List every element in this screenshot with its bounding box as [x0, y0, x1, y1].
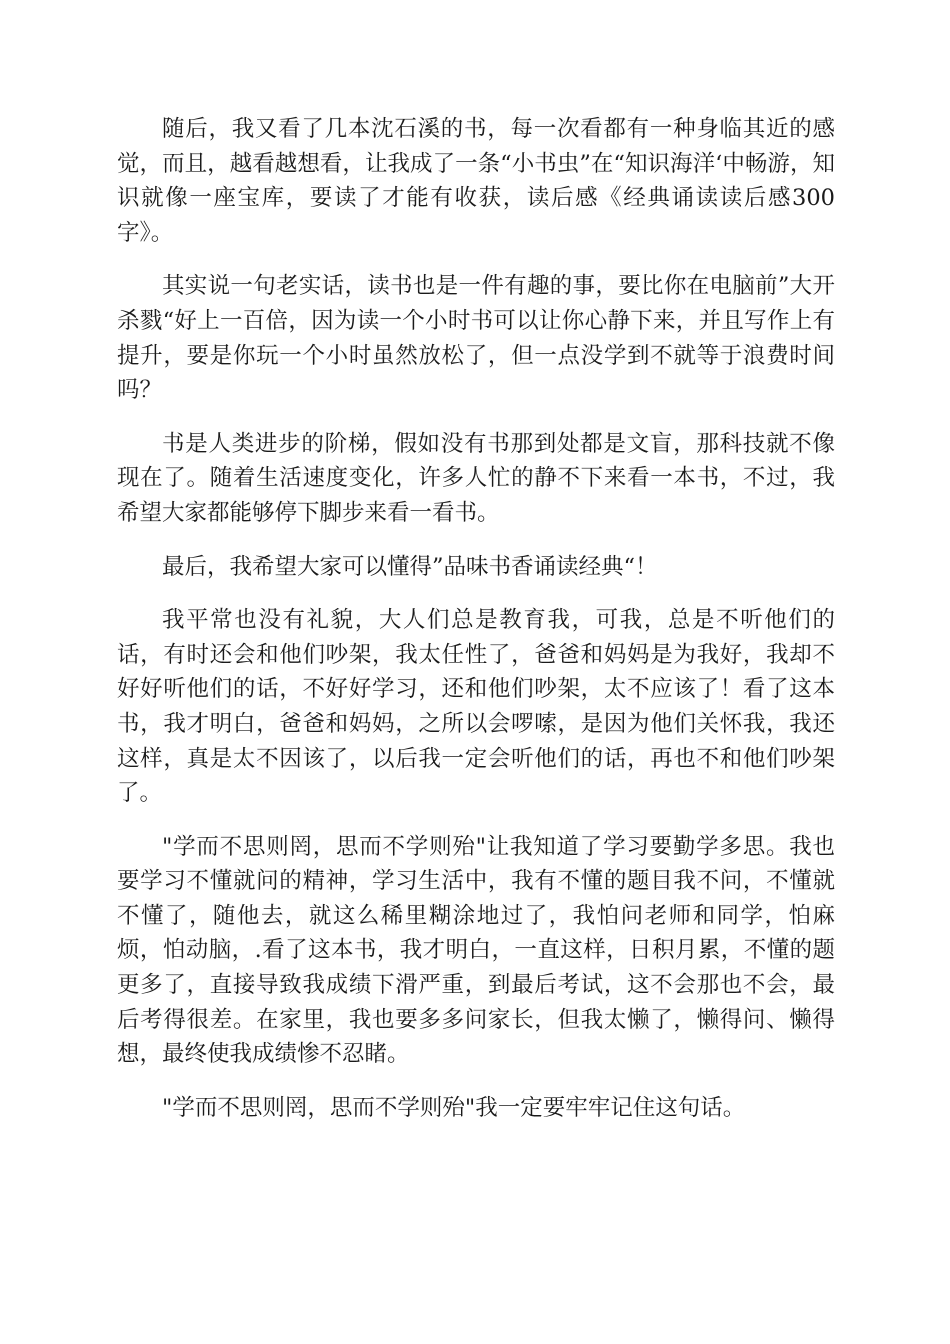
paragraph-7: "学而不思则罔，思而不学则殆"我一定要牢牢记住这句话。 [162, 1094, 746, 1121]
paragraph-4: 最后，我希望大家可以懂得”品味书香诵读经典“！ [162, 553, 658, 580]
paragraph-3: 书是人类进步的阶梯，假如没有书那到处都是文盲，那科技就不像现在了。随着生活速度变化，许多人忙的静不下来看一本书，不过，我希望大家都能够停下脚步来看一看书。 [117, 430, 835, 526]
paragraph-6: "学而不思则罔，思而不学则殆"让我知道了学习要勤学多思。我也要学习不懂就问的精神，学习生活中，我有不懂的题目我不问，不懂就不懂了，随他去，就这么稀里糊涂地过了，我怕问老师和同学，怕麻烦，怕动脑，.看了这本书，我才明白，一直这样，日积月累，不懂的题更多了，直接导致我成绩下滑严重，到最后考试，这不会那也不会，最后考得很差。在家里，我也要多多问家长，但我太懒了，懒得问、懒得想，最终使我成绩惨不忍睹。 [117, 833, 835, 1068]
document-body [117, 112, 835, 1144]
paragraph-5: 我平常也没有礼貌，大人们总是教育我，可我，总是不听他们的话，有时还会和他们吵架，我太任性了，爸爸和妈妈是为我好，我却不好好听他们的话，不好好学习，还和他们吵架，太不应该了！看了这本书，我才明白，爸爸和妈妈，之所以会啰嗦，是因为他们关怀我，我还这样，真是太不因该了，以后我一定会听他们的话，再也不和他们吵架了。 [117, 607, 835, 807]
paragraph-1: 随后，我又看了几本沈石溪的书，每一次看都有一种身临其近的感觉，而且，越看越想看，让我成了一条“小书虫”在“知识海洋‘中畅游，知识就像一座宝库，要读了才能有收获，读后感《经典诵读读后感300字》。 [117, 116, 835, 246]
paragraph-2: 其实说一句老实话，读书也是一件有趣的事，要比你在电脑前”大开杀戮“好上一百倍，因为读一个小时书可以让你心静下来，并且写作上有提升，要是你玩一个小时虽然放松了，但一点没学到不就等于浪费时间吗？ [117, 273, 835, 404]
